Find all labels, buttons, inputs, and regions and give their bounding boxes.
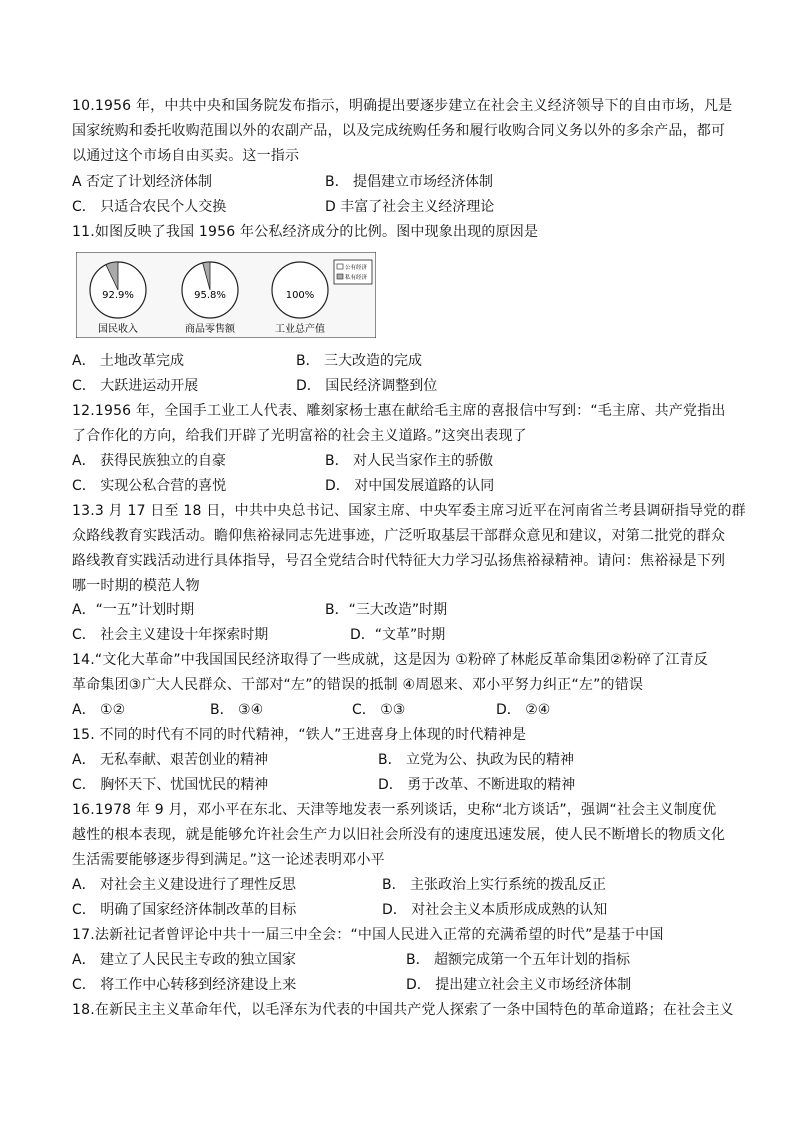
pie-label-1: 国民收入	[98, 324, 138, 335]
q12-line-1: 12.1956 年，全国手工业工人代表、雕刻家杨士惠在献给毛主席的喜报信中写到：“毛主席、共产党指出	[72, 403, 726, 419]
q11-pie-figure	[76, 252, 376, 338]
q17-option-b: B． 超额完成第一个五年计划的指标	[406, 952, 631, 968]
q10-option-c: C． 只适合农民个人交换	[72, 199, 227, 215]
q13-option-c: C． 社会主义建设十年探索时期	[72, 627, 269, 643]
q10-line-2: 国家统购和委托收购范围以外的农副产品，以及完成统购任务和履行收购合同义务以外的多余产品，都可	[72, 123, 726, 139]
q14-option-c: C． ①③	[352, 702, 406, 718]
q15-line-1: 15. 不同的时代有不同的时代精神，“铁人”王进喜身上体现的时代精神是	[72, 727, 527, 743]
pie-value-3: 100%	[285, 290, 315, 301]
q13-line-4: 哪一时期的模范人物	[72, 578, 200, 594]
q13-line-1: 13.3 月 17 日至 18 日，中共中央总书记、国家主席、中央军委主席习近平在河南省兰考县调研指导党的群	[72, 503, 746, 519]
q11-pie-svg	[76, 252, 376, 338]
q16-line-2: 越性的根本表现，就是能够允许社会生产力以旧社会所没有的速度迅速发展，使人民不断增长的物质文化	[72, 827, 726, 843]
q14-option-b: B． ③④	[210, 702, 264, 718]
q13-option-d: D．“文革”时期	[350, 627, 446, 643]
q13-line-3: 路线教育实践活动进行具体指导，号召全党结合时代特征大力学习弘扬焦裕禄精神。请问：焦裕禄是下列	[72, 553, 726, 569]
q11-option-b: B． 三大改造的完成	[296, 353, 423, 369]
q12-option-b: B． 对人民当家作主的骄傲	[325, 453, 494, 469]
pie-value-2: 95.8%	[194, 290, 226, 301]
q14-line-2: 革命集团③广大人民群众、干部对“左”的错误的抵制 ④周恩来、邓小平努力纠正“左”的错误	[72, 677, 644, 693]
q16-option-b: B． 主张政治上实行系统的拨乱反正	[382, 877, 607, 893]
q10-line-1: 10.1956 年，中共中央和国务院发布指示，明确提出要逐步建立在社会主义经济领导下的自由市场，凡是	[72, 98, 733, 114]
q13-option-b: B．“三大改造”时期	[325, 602, 448, 618]
q10-option-d: D 丰富了社会主义经济理论	[325, 199, 495, 215]
q16-option-d: D． 对社会主义本质形成成熟的认知	[382, 902, 608, 918]
legend-private-label: 私有经济	[345, 275, 368, 281]
q15-option-a: A． 无私奉献、艰苦创业的精神	[72, 752, 269, 768]
q17-option-c: C． 将工作中心转移到经济建设上来	[72, 977, 297, 993]
q13-line-2: 众路线教育实践活动。瞻仰焦裕禄同志先进事迹，广泛听取基层干部群众意见和建议，对第二批党的群众	[72, 528, 726, 544]
q18-line-1: 18.在新民主主义革命年代，以毛泽东为代表的中国共产党人探索了一条中国特色的革命道路；在社会主义	[72, 1002, 734, 1018]
q14-option-a: A． ①②	[72, 702, 126, 718]
q11-option-d: D． 国民经济调整到位	[296, 378, 438, 394]
q10-option-a: A 否定了计划经济体制	[72, 174, 213, 190]
q14-line-1: 14.“文化大革命”中我国国民经济取得了一些成就，这是因为 ①粉碎了林彪反革命集团②粉碎了江青反	[72, 652, 708, 668]
pie-national-income	[90, 262, 146, 335]
q15-option-b: B． 立党为公、执政为民的精神	[378, 752, 575, 768]
q11-line-1: 11.如图反映了我国 1956 年公私经济成分的比例。图中现象出现的原因是	[72, 224, 539, 240]
q15-option-c: C． 胸怀天下、忧国忧民的精神	[72, 777, 269, 793]
q12-option-a: A． 获得民族独立的自豪	[72, 453, 227, 469]
q10-option-b: B． 提倡建立市场经济体制	[325, 174, 494, 190]
q17-line-1: 17.法新社记者曾评论中共十一届三中全会：“中国人民进入正常的充满希望的时代”是基于中国	[72, 927, 664, 943]
q11-option-a: A． 土地改革完成	[72, 353, 185, 369]
q16-option-c: C． 明确了国家经济体制改革的目标	[72, 902, 297, 918]
pie-label-2: 商品零售额	[185, 324, 235, 335]
q17-option-a: A． 建立了人民民主专政的独立国家	[72, 952, 297, 968]
q16-line-3: 生活需要能够逐步得到满足。”这一论述表明邓小平	[72, 852, 385, 868]
q15-option-d: D． 勇于改革、不断进取的精神	[378, 777, 576, 793]
q12-option-c: C． 实现公私合营的喜悦	[72, 478, 227, 494]
pie-label-3: 工业总产值	[275, 324, 325, 335]
q16-option-a: A． 对社会主义建设进行了理性反思	[72, 877, 297, 893]
pie-retail-sales	[182, 262, 238, 335]
q13-option-a: A．“一五”计划时期	[72, 602, 195, 618]
figure-legend	[334, 260, 372, 284]
q16-line-1: 16.1978 年 9 月，邓小平在东北、天津等地发表一系列谈话，史称“北方谈话”，强调“社会主义制度优	[72, 802, 717, 818]
q12-option-d: D． 对中国发展道路的认同	[325, 478, 495, 494]
pie-value-1: 92.9%	[102, 290, 134, 301]
q12-line-2: 了合作化的方向，给我们开辟了光明富裕的社会主义道路。”这突出表现了	[72, 428, 527, 444]
q14-option-d: D． ②④	[496, 702, 551, 718]
pie-industrial-output	[272, 262, 328, 335]
legend-public-swatch	[337, 264, 343, 269]
q17-option-d: D． 提出建立社会主义市场经济体制	[406, 977, 632, 993]
q10-line-3: 以通过这个市场自由买卖。这一指示	[72, 148, 300, 164]
legend-private-swatch	[337, 274, 343, 279]
legend-public-label: 公有经济	[345, 265, 368, 271]
q11-option-c: C． 大跃进运动开展	[72, 378, 199, 394]
